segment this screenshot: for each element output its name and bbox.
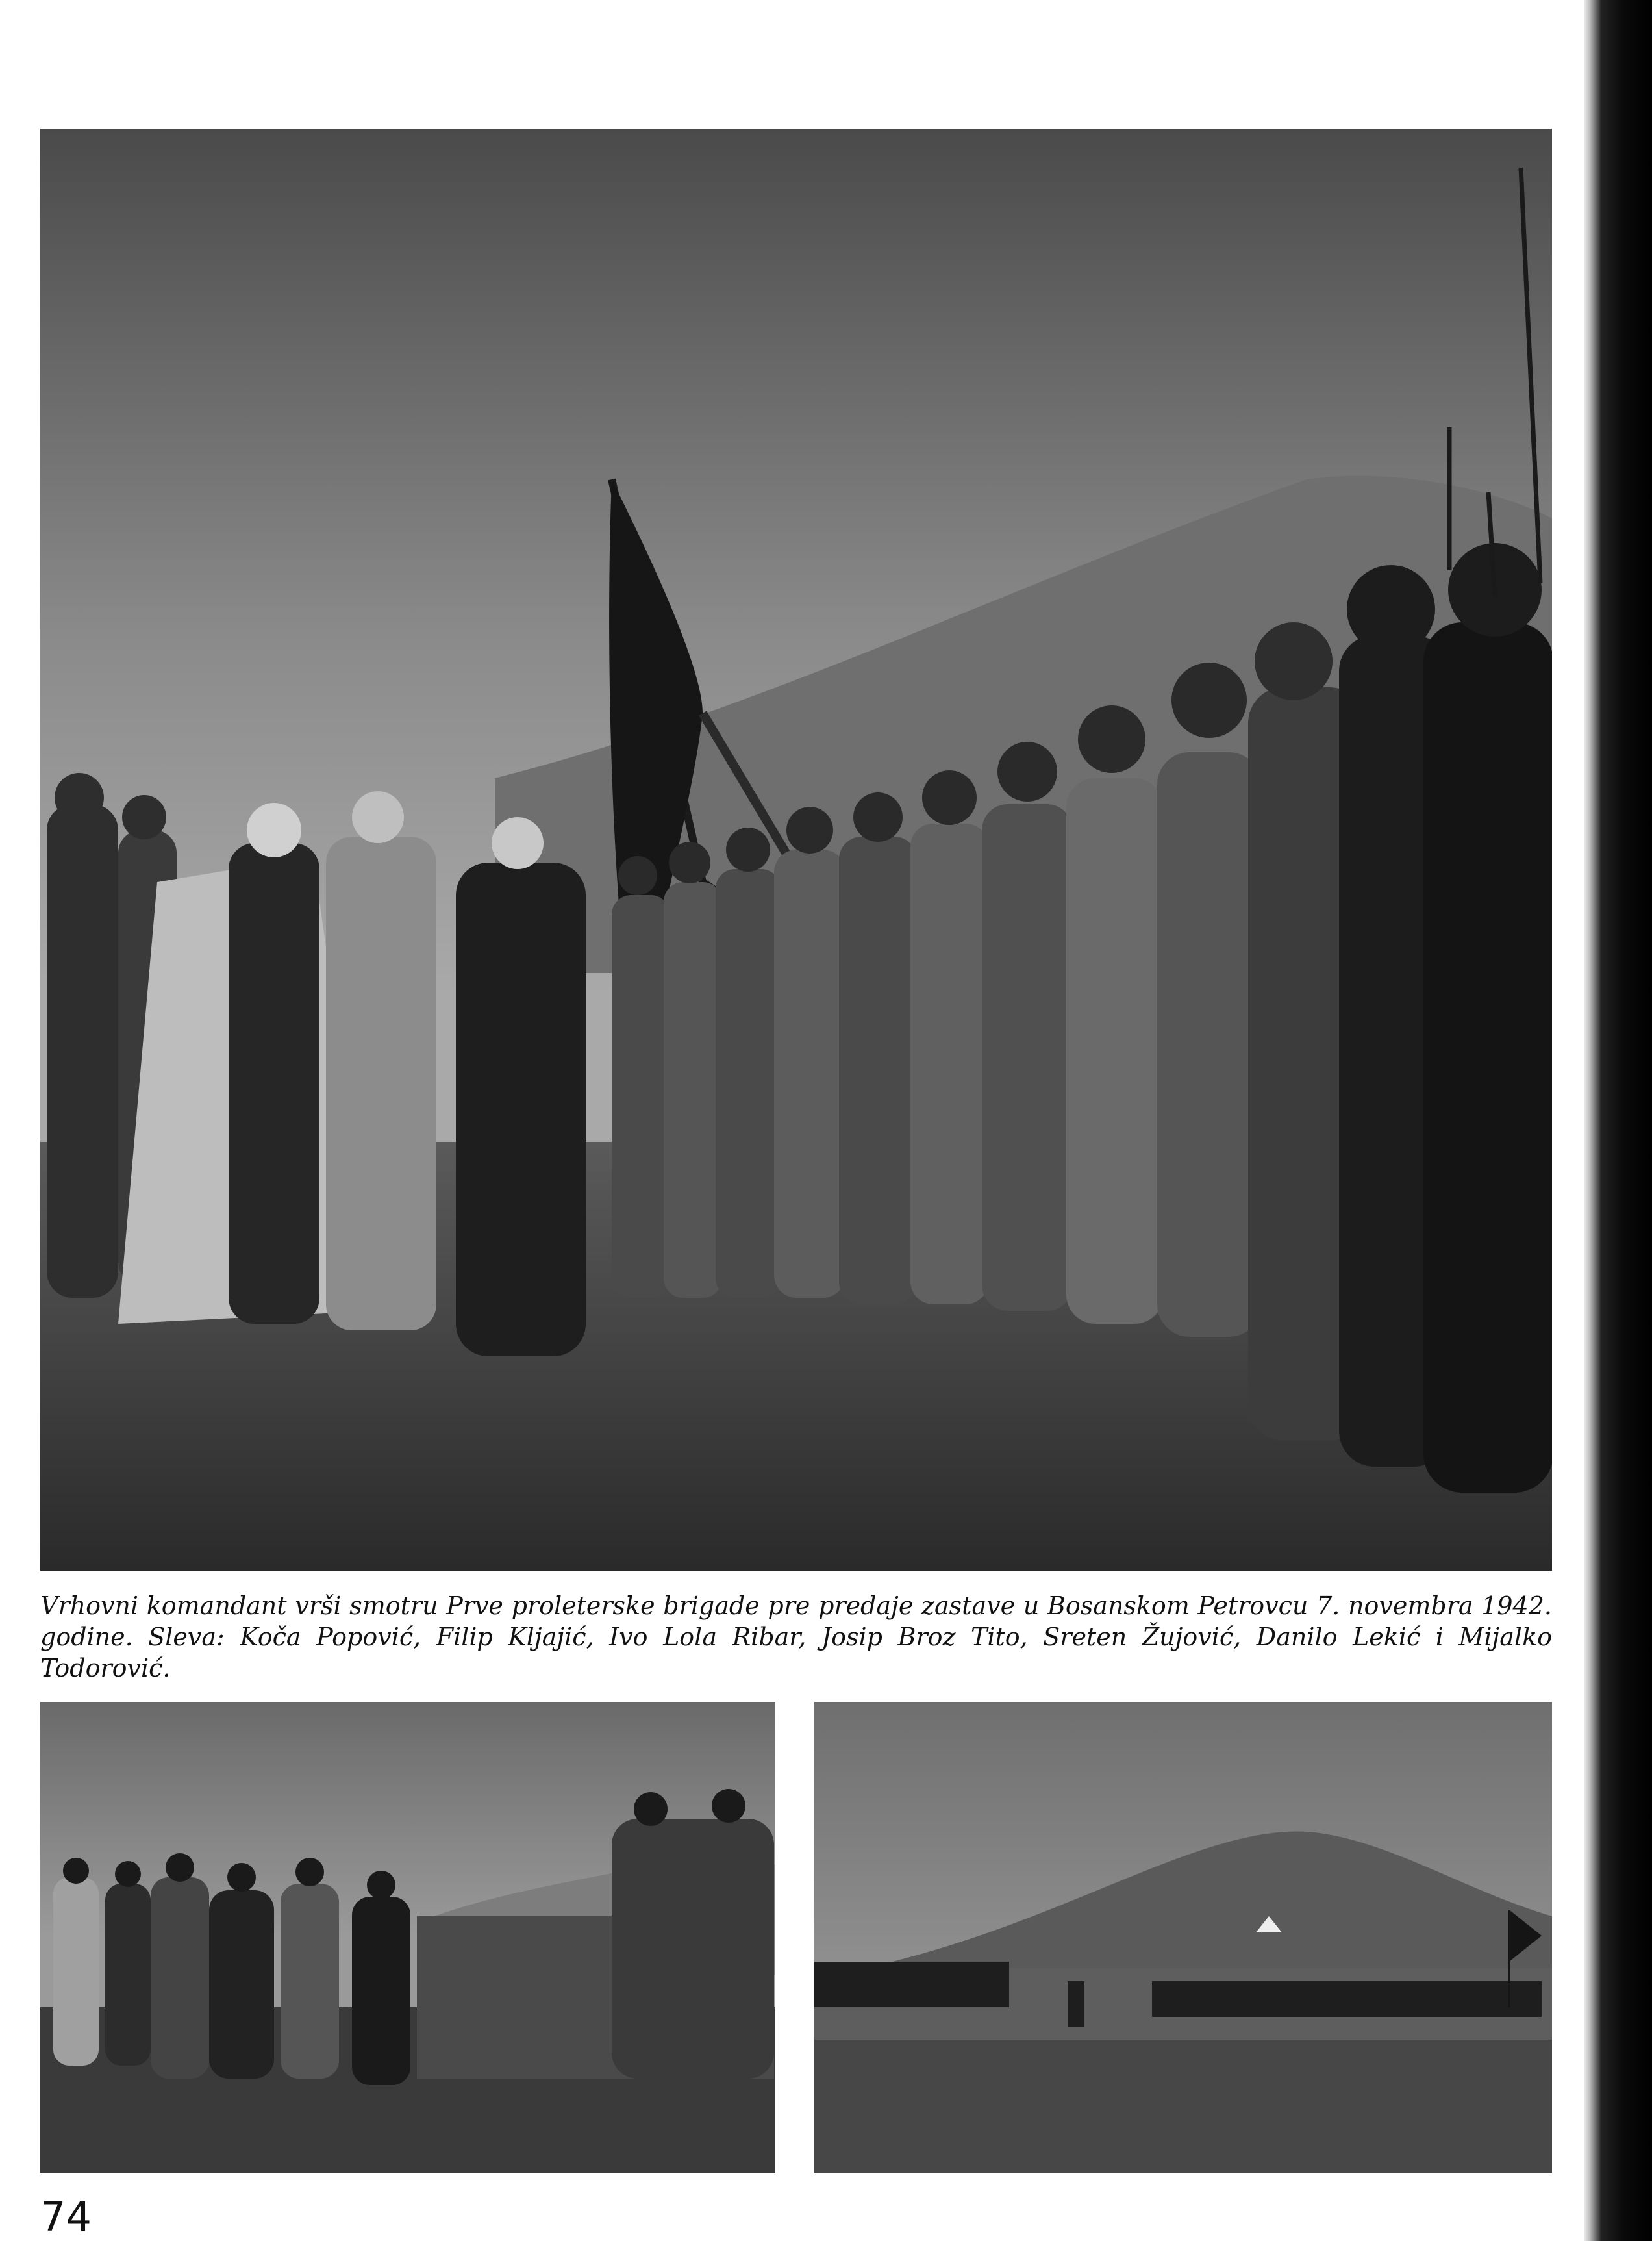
main-photo-brigade-review (40, 129, 1552, 1571)
page-number: 74 (40, 2193, 92, 2240)
photo-caption: Vrhovni komandant vrši smotru Prve proleterske brigade pre predaje zastave u Bosanskom Petrovcu 7. novembra 1942. godine. Sleva: Koča Popović, Filip Kljajić, Ivo Lola Ribar, Josip Broz Tito, Sreten Žujović, Danilo Lekić i Mijalko Todorović. (40, 1591, 1552, 1682)
photo-parade-field (814, 1702, 1552, 2173)
photo-officers-inspection (40, 1702, 775, 2173)
book-binding-edge (1584, 0, 1652, 2241)
